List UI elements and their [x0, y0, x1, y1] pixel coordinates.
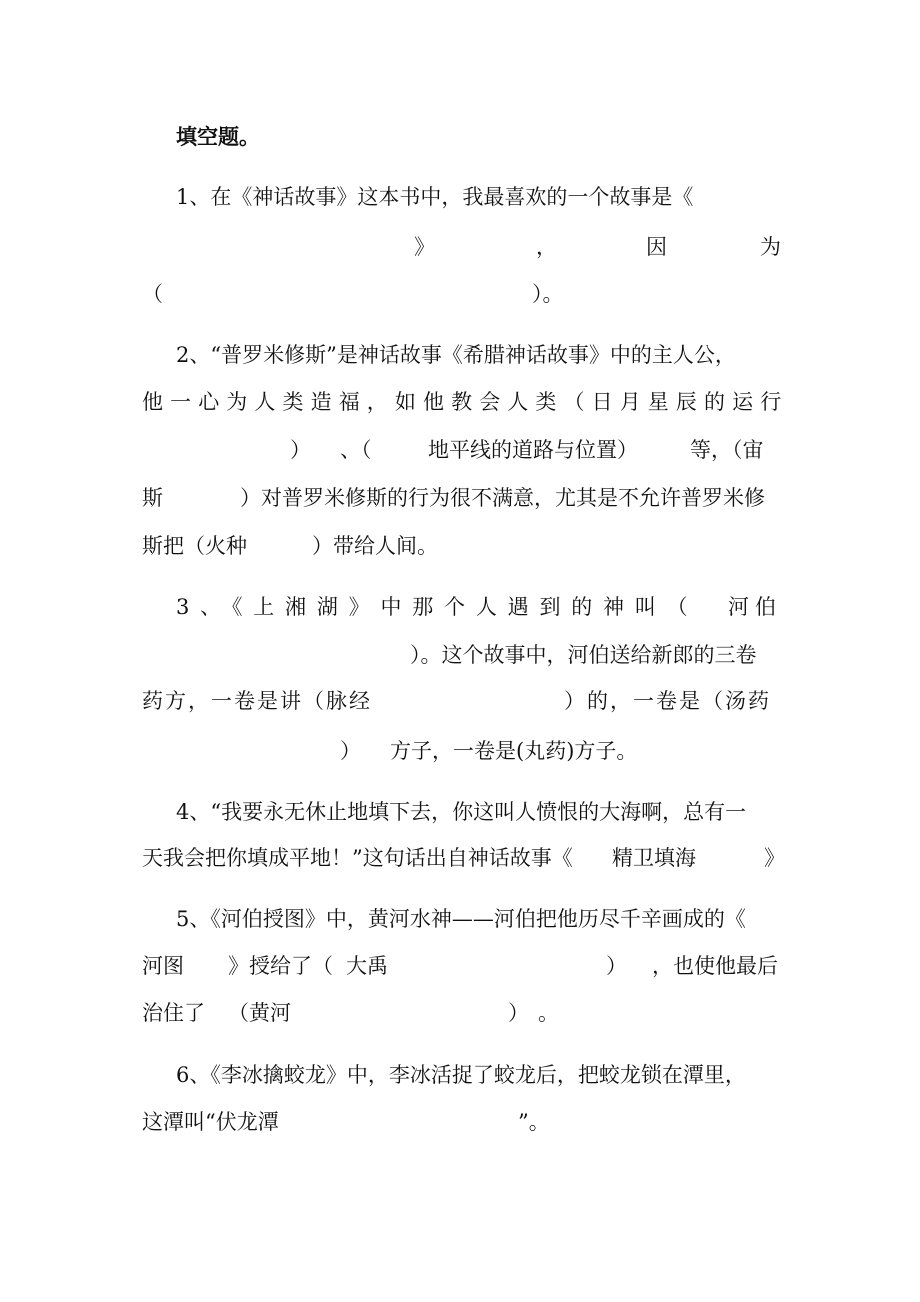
q2-line-5-b: ）带给人间。 — [312, 534, 438, 558]
q1-comma: ， — [536, 235, 557, 259]
q4-line-2-b: 精卫填海 — [612, 846, 696, 870]
q5-line-2-e: ，也使他最后 — [652, 954, 778, 978]
q6-line-2-b: ”。 — [518, 1110, 550, 1134]
q3-line-1-a: 3、《上湘湖》中那个人遇到的神叫（ — [176, 595, 699, 619]
q6-line-1: 6、《李冰擒蛟龙》中，李冰活捉了蛟龙后，把蛟龙锁在潭里， — [176, 1063, 746, 1087]
q2-line-3-a: ） — [290, 438, 311, 462]
q5-line-3-a: 治住了 — [142, 1001, 205, 1025]
q5-line-2-a: 河图 — [142, 954, 184, 978]
q1-close-bracket: 》 — [414, 235, 435, 259]
q4-line-2-c: 》 — [764, 846, 785, 870]
q5-line-3-d: 。 — [538, 1001, 559, 1025]
q3-line-1-b: 河伯 — [728, 595, 782, 619]
q3-line-4-a: ） — [340, 739, 361, 763]
q1-close-paren: ）。 — [532, 282, 564, 306]
q3-line-3-b: ）的，一卷是（汤药 — [564, 689, 771, 713]
q5-line-3-b: （黄河 — [228, 1001, 291, 1025]
q5-line-3-c: ） — [508, 1001, 529, 1025]
q4-line-2-a: 天我会把你填成平地！”这句话出自神话故事《 — [142, 846, 573, 870]
q2-line-3-b: 、（ — [340, 438, 372, 462]
q2-line-4-b: ）对普罗米修斯的行为很不满意，尤其是不允许普罗米修 — [240, 486, 765, 510]
q5-line-1: 5、《河伯授图》中，黄河水神——河伯把他历尽千辛画成的《 — [176, 907, 746, 931]
q5-line-2-c: 大禹 — [346, 954, 388, 978]
q4-line-1: 4、“我要永无休止地填下去，你这叫人愤恨的大海啊，总有一 — [176, 800, 747, 824]
q2-line-2: 他一心为人类造福，如他教会人类（日月星辰的运行 — [142, 390, 789, 414]
q1-line-1 — [176, 184, 780, 210]
q5-line-2-d: ） — [606, 954, 627, 978]
q3-line-2: ）。这个故事中，河伯送给新郎的三卷 — [410, 643, 757, 667]
q2-line-3-c: 地平线的道路与位置） — [428, 438, 638, 462]
q2-line-1: 2、“普罗米修斯”是神话故事《希腊神话故事》中的主人公， — [176, 343, 736, 367]
q2-line-3-d: 等，（宙 — [690, 438, 764, 462]
q1-open-paren: （ — [142, 282, 163, 306]
q6-line-2-a: 这潭叫“伏龙潭 — [142, 1110, 279, 1134]
q5-line-2-b: 》授给了（ — [228, 954, 333, 978]
q1-wei: 为 — [760, 235, 781, 259]
q1-yin: 因 — [646, 235, 667, 259]
section-title: 填空题。 — [176, 125, 260, 149]
q2-line-4-a: 斯 — [142, 486, 163, 510]
q1-line-1-text: 1、在《神话故事》这本书中，我最喜欢的一个故事是《 — [176, 185, 694, 209]
q3-line-4-b: 方子，一卷是(丸药)方子。 — [390, 739, 638, 763]
q3-line-3-a: 药方，一卷是讲（脉经 — [142, 689, 372, 713]
q2-line-5-a: 斯把（火种 — [142, 534, 247, 558]
